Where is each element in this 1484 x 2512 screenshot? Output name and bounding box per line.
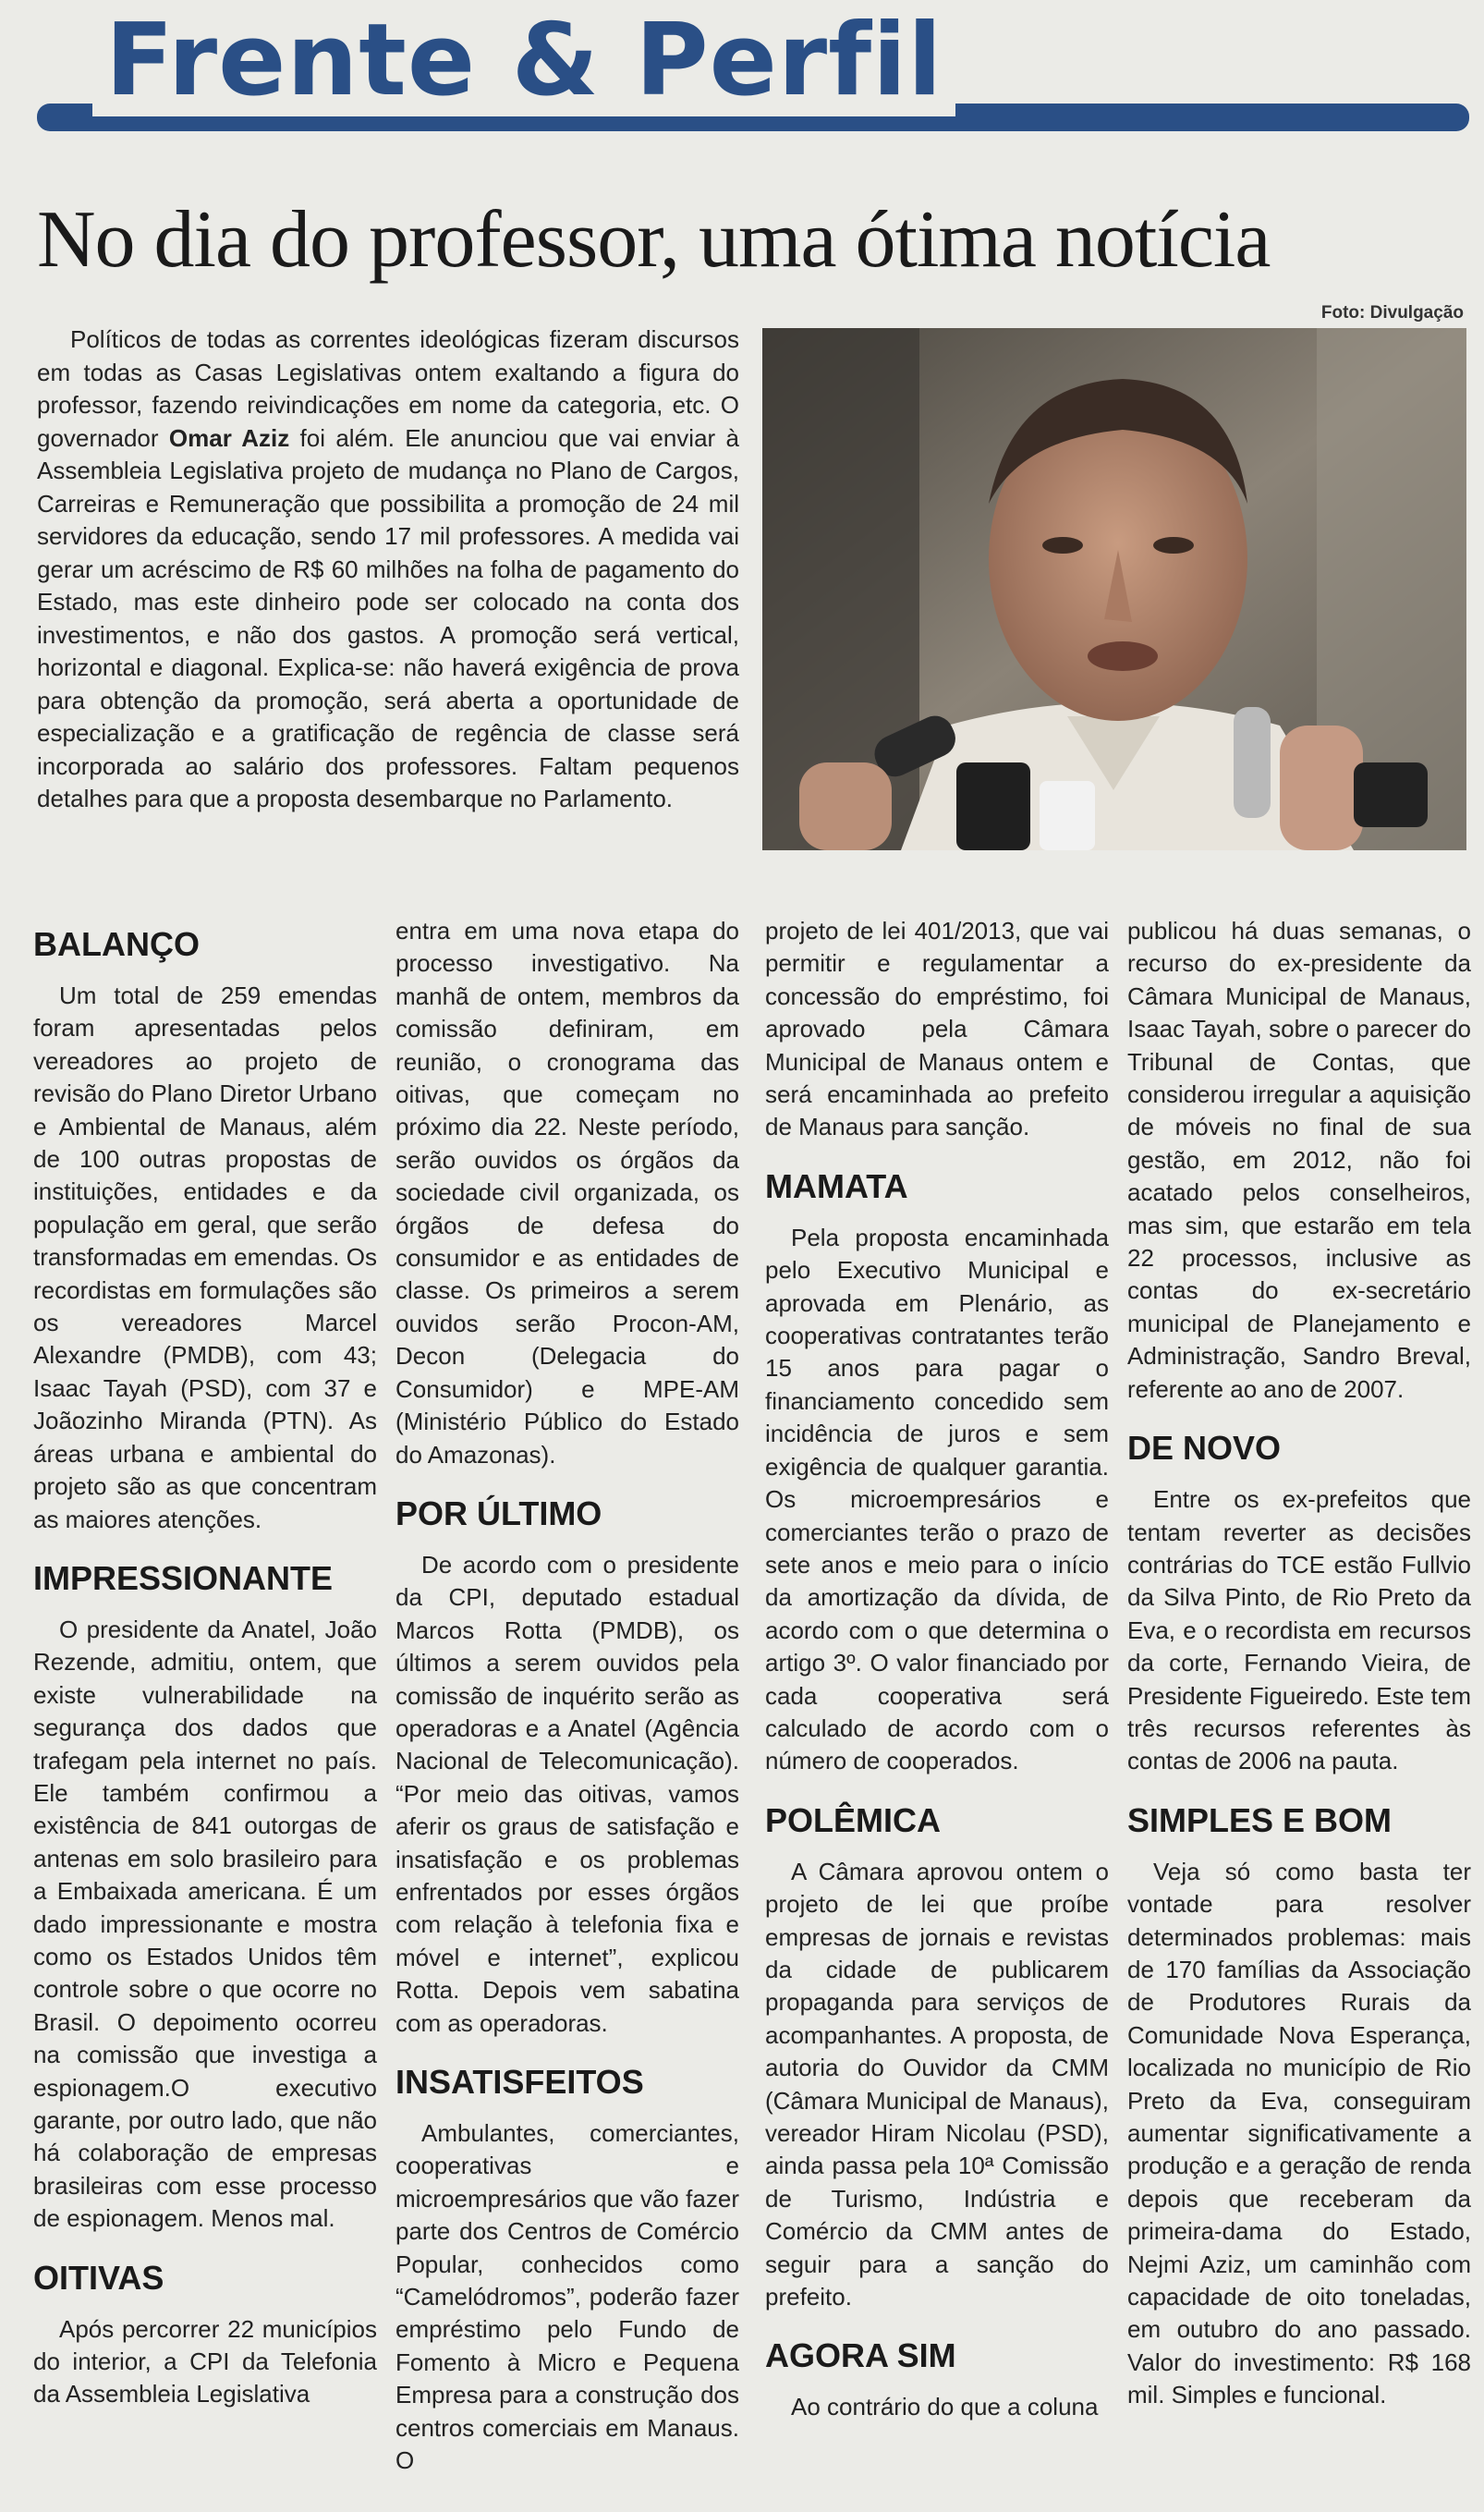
column-2	[395, 915, 739, 2495]
note-title-oitivas: OITIVAS	[33, 2258, 164, 2297]
lead-governor-name: Omar Aziz	[168, 423, 290, 452]
lead-text-part1: Políticos de todas as correntes ideológicas fizeram discursos em todas as Casas Legislativas ontem exaltando a figura do professor, fazendo reivindicações em nome da categoria, etc. O governador	[37, 325, 739, 452]
note-text-balanco: Um total de 259 emendas foram apresentadas pelos vereadores ao projeto de revisão do Plano Diretor Urbano e Ambiental de Manaus, além de 100 outras propostas de instituições, entidades e da população em geral, que serão transformadas em emendas. Os recordistas em formulações são os vereadores Marcel Alexandre (PMDB), com 43; Isaac Tayah (PSD), com 37 e Joãozinho Miranda (PTN). As áreas urbana e ambiental do projeto são as que concentram as maiores atenções.	[33, 982, 377, 1533]
note-text-agora-sim-start: Ao contrário do que a coluna	[791, 2393, 1099, 2421]
note-title-mamata: MAMATA	[765, 1166, 908, 1205]
column-3	[765, 915, 1109, 2495]
note-text-mamata: Pela proposta encaminhada pelo Executivo Municipal e aprovada em Plenário, as cooperativas contratantes terão 15 anos para pagar o financiamento concedido sem incidência de juros e sem exigência de qualquer garantia. Os microempresários e comerciantes terão o prazo de sete anos e meio para o início da amortização da dívida, de acordo com o que determina o artigo 3º. O valor financiado por cada cooperativa será calculado de acordo com o número de cooperados.	[765, 1223, 1109, 1775]
column-4	[1127, 915, 1471, 2495]
note-title-por-ultimo: POR ÚLTIMO	[395, 1494, 602, 1532]
governor-photo-illustration	[762, 328, 1466, 850]
note-title-balanco: BALANÇO	[33, 925, 200, 963]
note-text-polemica: A Câmara aprovou ontem o projeto de lei que proíbe empresas de jornais e revistas da cidade de publicarem propaganda para serviços de acompanhantes. A proposta, de autoria do Ouvidor da CMM (Câmara Municipal de Manaus), vereador Hiram Nicolau (PSD), ainda passa pela 10ª Comissão de Turismo, Indústria e Comércio da CMM antes de seguir para a sanção do prefeito.	[765, 1857, 1109, 2311]
lead-article	[37, 323, 739, 816]
note-text-insatisfeitos-continued: projeto de lei 401/2013, que vai permitir e regulamentar a concessão do empréstimo, foi aprovado pela Câmara Municipal de Manaus ontem e será encaminhada ao prefeito de Manaus para sanção.	[765, 917, 1109, 1141]
note-text-oitivas-start: Após percorrer 22 municípios do interior, a CPI da Telefonia da Assembleia Legislativa	[33, 2314, 377, 2408]
note-text-de-novo: Entre os ex-prefeitos que tentam reverter as decisões contrárias do TCE estão Fullvio da Silva Pinto, de Rio Preto da Eva, e o recordista em recursos da corte, Fernando Vieira, de Presidente Figueiredo. Este tem três recursos referentes às contas de 2006 na pauta.	[1127, 1485, 1471, 1775]
note-title-de-novo: DE NOVO	[1127, 1429, 1282, 1468]
note-title-impressionante: IMPRESSIONANTE	[33, 1558, 334, 1597]
note-text-simples-e-bom: Veja só como basta ter vontade para resolver determinados problemas: mais de 170 famílias da Associação de Produtores Rurais da Comunidade Nova Esperança, localizada no município de Rio Preto da Eva, conseguiram aumentar significativamente a produção e a geração de renda depois que receberam da primeira-dama do Estado, Nejmi Aziz, um caminhão com capacidade de oito toneladas, em outubro do ano passado. Valor do investimento: R$ 168 mil. Simples e funcional.	[1127, 1857, 1471, 2409]
note-text-por-ultimo: De acordo com o presidente da CPI, deputado estadual Marcos Rotta (PMDB), os últimos a serem ouvidos pela comissão de inquérito serão as operadoras e a Anatel (Agência Nacional de Telecomunicação). “Por meio das oitivas, vamos aferir os graus de satisfação e insatisfação e os problemas enfrentados por esses órgãos com relação à telefonia fixa e móvel e internet”, explicou Rotta. Depois vem sabatina com as operadoras.	[395, 1550, 739, 2037]
note-text-oitivas-continued: entra em uma nova etapa do processo investigativo. Na manhã de ontem, membros da comissão definiram, em reunião, o cronograma das oitivas, que começam no próximo dia 22. Neste período, serão ouvidos os órgãos da sociedade civil organizada, os órgãos de defesa do consumidor e as entidades de classe. Os primeiros a serem ouvidos serão Procon-AM, Decon (Delegacia do Consumidor) e MPE-AM (Ministério Público do Estado do Amazonas).	[395, 917, 739, 1469]
note-text-agora-sim-continued: publicou há duas semanas, o recurso do ex-presidente da Câmara Municipal de Manaus, Isaac Tayah, sobre o parecer do Tribunal de Contas, que considerou irregular a aquisição de móveis no final de sua gestão, em 2012, não foi acatado pelos conselheiros, mas sim, que estarão em tela 22 processos, inclusive as contas do ex-secretário municipal de Planejamento e Administração, Sandro Breval, referente ao ano de 2007.	[1127, 917, 1471, 1403]
note-title-polemica: POLÊMICA	[765, 1800, 942, 1839]
headline: No dia do professor, uma ótima notícia	[37, 195, 1271, 285]
note-title-insatisfeitos: INSATISFEITOS	[395, 2063, 644, 2101]
lead-text-part2: foi além. Ele anunciou que vai enviar à Assembleia Legislativa projeto de mudança no Plano de Cargos, Carreiras e Remuneração que possibilita a promoção de 24 mil servidores da educação, sendo 17 mil professores. A medida vai gerar um acréscimo de R$ 60 milhões na folha de pagamento do Estado, mas este dinheiro pode ser colocado na conta dos investimentos, e não dos gastos. A promoção será vertical, horizontal e diagonal. Explica-se: não haverá exigência de prova para obtenção da promoção, será aberta a oportunidade de especialização e a gratificação de regência de classe será incorporada ao salário dos professores. Faltam pequenos detalhes para que a proposta desembarque no Parlamento.	[37, 423, 739, 812]
note-text-insatisfeitos-start: Ambulantes, comerciantes, cooperativas e microempresários que vão fazer parte dos Centros de Comércio Popular, conhecidos como “Camelódromos”, poderão fazer empréstimo pelo Fundo de Fomento à Micro e Pequena Empresa para a construção dos centros comerciais em Manaus. O	[395, 2119, 739, 2475]
governor-photo	[762, 328, 1466, 850]
note-title-agora-sim: AGORA SIM	[765, 2336, 956, 2375]
section-title: Frente & Perfil	[92, 6, 955, 116]
note-title-simples-e-bom: SIMPLES E BOM	[1127, 1800, 1393, 1839]
column-1	[33, 915, 377, 2495]
section-header	[0, 0, 1484, 162]
note-text-impressionante: O presidente da Anatel, João Rezende, admitiu, ontem, que existe vulnerabilidade na segurança dos dados que trafegam pela internet no país. Ele também confirmou a existência de 841 outorgas de antenas em solo brasileiro para a Embaixada americana. É um dado impressionante e mostra como os Estados Unidos têm controle sobre o que ocorre no Brasil. O depoimento ocorreu na comissão que investiga a espionagem.O executivo garante, por outro lado, que não há colaboração de empresas brasileiras com esse processo de espionagem. Menos mal.	[33, 1615, 377, 2233]
photo-credit: Foto: Divulgação	[1320, 303, 1464, 323]
